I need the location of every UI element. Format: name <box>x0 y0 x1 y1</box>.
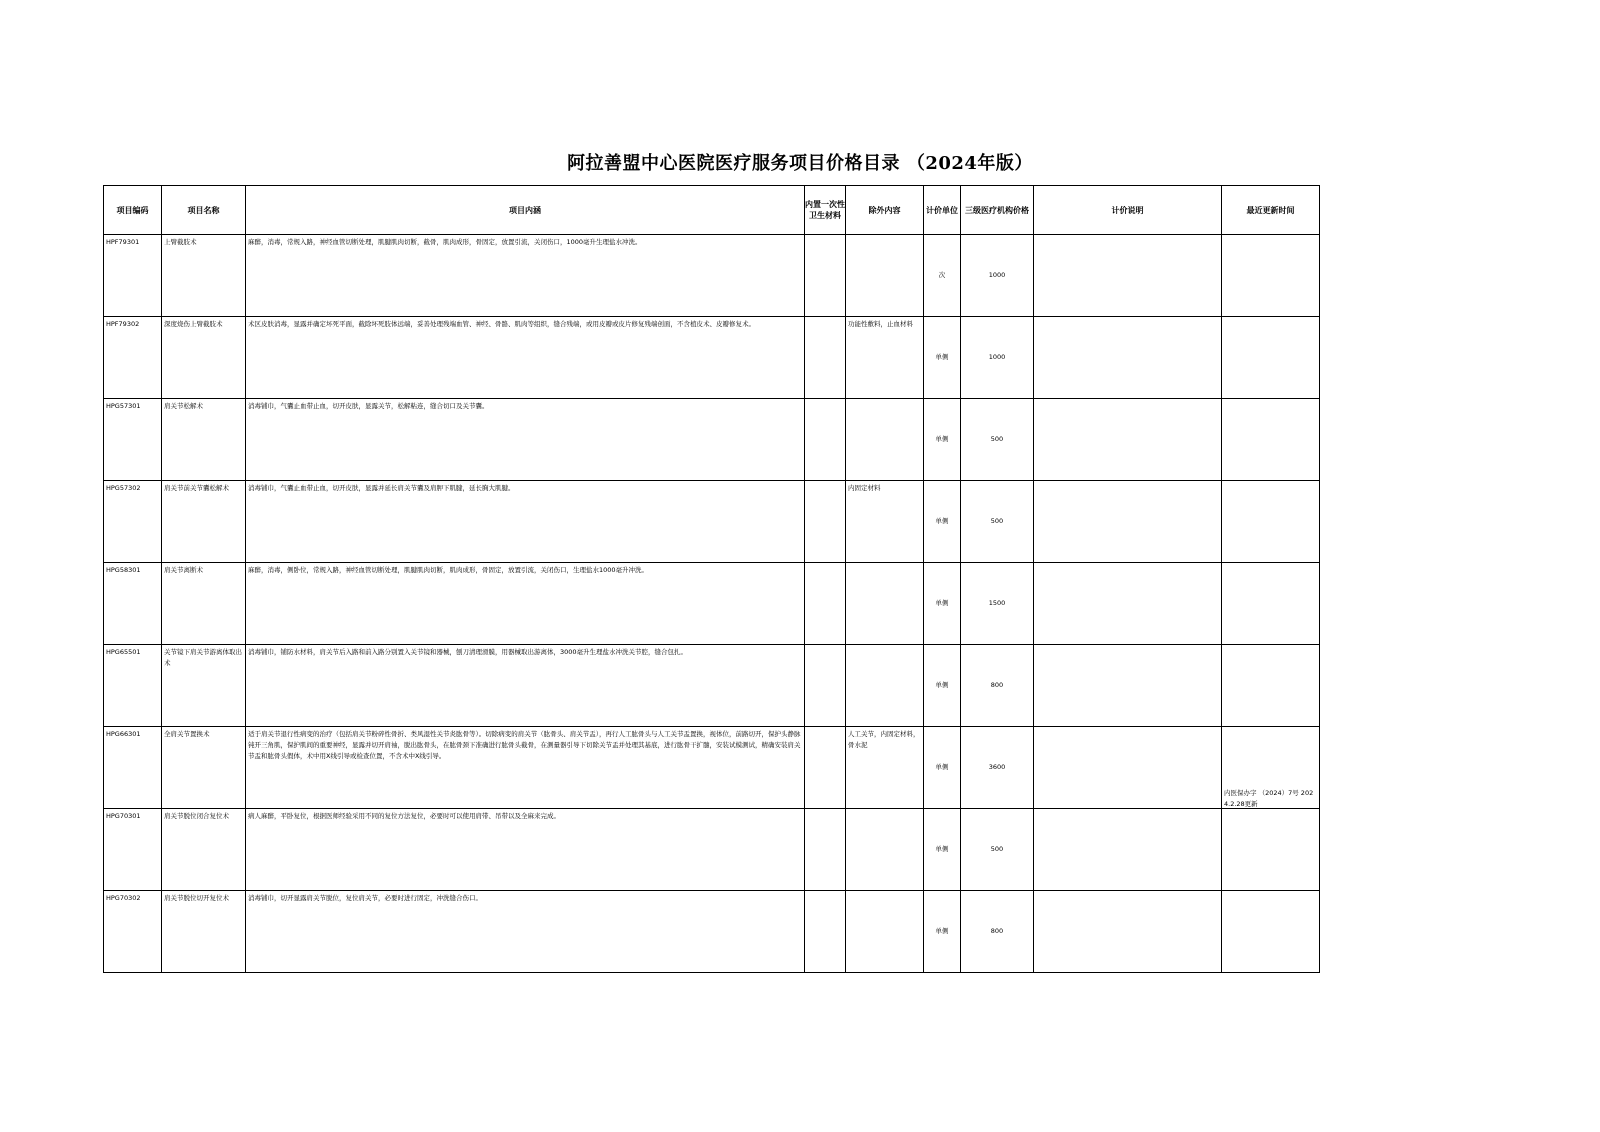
table-row <box>104 481 1320 563</box>
cell-exclusions <box>846 563 924 645</box>
table-row <box>104 891 1320 973</box>
header-supplies: 内置一次性卫生材料 <box>805 186 846 235</box>
cell-updated <box>1222 809 1320 891</box>
cell-exclusions: 内固定材料 <box>846 481 924 563</box>
page-title: 阿拉善盟中心医院医疗服务项目价格目录 （2024年版） <box>567 153 1033 174</box>
cell-notes <box>1034 399 1222 481</box>
cell-name: 肩关节脱位切开复位术 <box>162 891 246 973</box>
header-content: 项目内涵 <box>246 186 805 235</box>
cell-exclusions <box>846 399 924 481</box>
cell-unit: 单侧 <box>924 399 961 481</box>
cell-price: 1500 <box>961 563 1034 645</box>
cell-notes <box>1034 645 1222 727</box>
cell-name: 肩关节松解术 <box>162 399 246 481</box>
cell-supplies <box>805 727 846 809</box>
cell-exclusions <box>846 645 924 727</box>
cell-content: 适于肩关节退行性病变的治疗（包括肩关节粉碎性骨折、类风湿性关节炎肱骨等）。切除病变的肩关节（肱骨头、肩关节盂），再行人工肱骨头与人工关节盂置换，视体位，前路切开，保护头静脉钝开三角肌，保护肌间的重要神经，显露并切开肩袖，脱出肱骨头，在肱骨颈下准确进行肱骨头截骨，在测量器引导下切除关节盂并处理其基底，进行肱骨干扩髓，安装试模测试，精确安装肩关节盂和肱骨头假体，术中用X线引导或检查位置，不含术中X线引导。 <box>246 727 805 809</box>
cell-name: 全肩关节置换术 <box>162 727 246 809</box>
cell-name: 肩关节前关节囊松解术 <box>162 481 246 563</box>
cell-unit: 单侧 <box>924 809 961 891</box>
cell-content: 消毒铺巾，气囊止血带止血，切开皮肤，显露并延长肩关节囊及肩胛下肌腱，延长胸大肌腱。 <box>246 481 805 563</box>
cell-exclusions <box>846 809 924 891</box>
cell-name: 上臂截肢术 <box>162 235 246 317</box>
table-row <box>104 399 1320 481</box>
cell-unit: 次 <box>924 235 961 317</box>
cell-content: 病人麻醉，平卧复位，根据医师经验采用不同的复位方法复位，必要时可以使用肩带、吊带以及全麻来完成。 <box>246 809 805 891</box>
table-row <box>104 317 1320 399</box>
cell-notes <box>1034 481 1222 563</box>
cell-updated <box>1222 891 1320 973</box>
table-row <box>104 563 1320 645</box>
cell-name: 关节镜下肩关节游离体取出术 <box>162 645 246 727</box>
cell-code: HPG57302 <box>104 481 162 563</box>
cell-code: HPG70302 <box>104 891 162 973</box>
cell-updated <box>1222 235 1320 317</box>
table-row <box>104 235 1320 317</box>
table-header-row <box>104 186 1320 235</box>
cell-notes <box>1034 235 1222 317</box>
cell-price: 500 <box>961 481 1034 563</box>
cell-updated <box>1222 481 1320 563</box>
cell-exclusions <box>846 891 924 973</box>
cell-code: HPF79302 <box>104 317 162 399</box>
cell-unit: 单侧 <box>924 563 961 645</box>
cell-supplies <box>805 235 846 317</box>
cell-unit: 单侧 <box>924 727 961 809</box>
cell-exclusions <box>846 235 924 317</box>
cell-supplies <box>805 645 846 727</box>
cell-notes <box>1034 809 1222 891</box>
header-unit: 计价单位 <box>924 186 961 235</box>
header-notes: 计价说明 <box>1034 186 1222 235</box>
cell-price: 1000 <box>961 235 1034 317</box>
cell-content: 麻醉，消毒，常规入路，神经血管切断处理，肌腱肌肉切断，截骨，肌肉成形，骨固定，放置引流，关闭伤口，1000毫升生理盐水冲洗。 <box>246 235 805 317</box>
cell-price: 500 <box>961 809 1034 891</box>
cell-code: HPG57301 <box>104 399 162 481</box>
cell-unit: 单侧 <box>924 481 961 563</box>
cell-updated <box>1222 727 1320 809</box>
header-updated: 最近更新时间 <box>1222 186 1320 235</box>
cell-price: 3600 <box>961 727 1034 809</box>
cell-updated <box>1222 563 1320 645</box>
header-code: 项目编码 <box>104 186 162 235</box>
cell-notes <box>1034 727 1222 809</box>
cell-code: HPG66301 <box>104 727 162 809</box>
cell-exclusions: 人工关节，内固定材料，骨水泥 <box>846 727 924 809</box>
cell-exclusions: 功能性敷料，止血材料 <box>846 317 924 399</box>
cell-price: 500 <box>961 399 1034 481</box>
price-table <box>103 185 1320 973</box>
cell-code: HPG70301 <box>104 809 162 891</box>
cell-content: 麻醉，消毒，侧卧位，常规入路，神经血管切断处理，肌腱肌肉切断，肌肉成形，骨固定，放置引流，关闭伤口，生理盐水1000毫升冲洗。 <box>246 563 805 645</box>
table-row <box>104 809 1320 891</box>
header-price: 三级医疗机构价格 <box>961 186 1034 235</box>
cell-notes <box>1034 563 1222 645</box>
cell-name: 深度烧伤上臂截肢术 <box>162 317 246 399</box>
cell-unit: 单侧 <box>924 645 961 727</box>
cell-price: 800 <box>961 645 1034 727</box>
table-row <box>104 727 1320 809</box>
cell-notes <box>1034 891 1222 973</box>
update-note: 内医保办字 （2024）7号 2024.2.28更新 <box>1224 789 1314 808</box>
cell-content: 消毒铺巾，铺防水材料，肩关节后入路和前入路分别置入关节镜和器械，刨刀清理滑膜，用器械取出游离体，3000毫升生理盐水冲洗关节腔，缝合包扎。 <box>246 645 805 727</box>
cell-price: 800 <box>961 891 1034 973</box>
table-row <box>104 645 1320 727</box>
cell-updated <box>1222 317 1320 399</box>
cell-supplies <box>805 563 846 645</box>
cell-notes <box>1034 317 1222 399</box>
cell-supplies <box>805 481 846 563</box>
cell-supplies <box>805 317 846 399</box>
cell-unit: 单侧 <box>924 317 961 399</box>
cell-unit: 单侧 <box>924 891 961 973</box>
cell-content: 消毒铺巾，切开显露肩关节脱位，复位肩关节，必要时进行固定，冲洗缝合伤口。 <box>246 891 805 973</box>
cell-name: 肩关节脱位闭合复位术 <box>162 809 246 891</box>
cell-supplies <box>805 399 846 481</box>
header-exclusions: 除外内容 <box>846 186 924 235</box>
cell-code: HPG65501 <box>104 645 162 727</box>
cell-price: 1000 <box>961 317 1034 399</box>
cell-name: 肩关节离断术 <box>162 563 246 645</box>
cell-supplies <box>805 809 846 891</box>
cell-supplies <box>805 891 846 973</box>
cell-updated <box>1222 399 1320 481</box>
header-name: 项目名称 <box>162 186 246 235</box>
cell-content: 消毒铺巾，气囊止血带止血，切开皮肤，显露关节，松解粘连，缝合切口及关节囊。 <box>246 399 805 481</box>
cell-code: HPF79301 <box>104 235 162 317</box>
cell-updated <box>1222 645 1320 727</box>
cell-code: HPG58301 <box>104 563 162 645</box>
cell-content: 术区皮肤消毒，显露并确定坏死平面，截除坏死肢体远端，妥善处理残端血管、神经、骨骼、肌肉等组织，缝合残端，或用皮瓣或皮片修复残端创面，不含植皮术、皮瓣修复术。 <box>246 317 805 399</box>
